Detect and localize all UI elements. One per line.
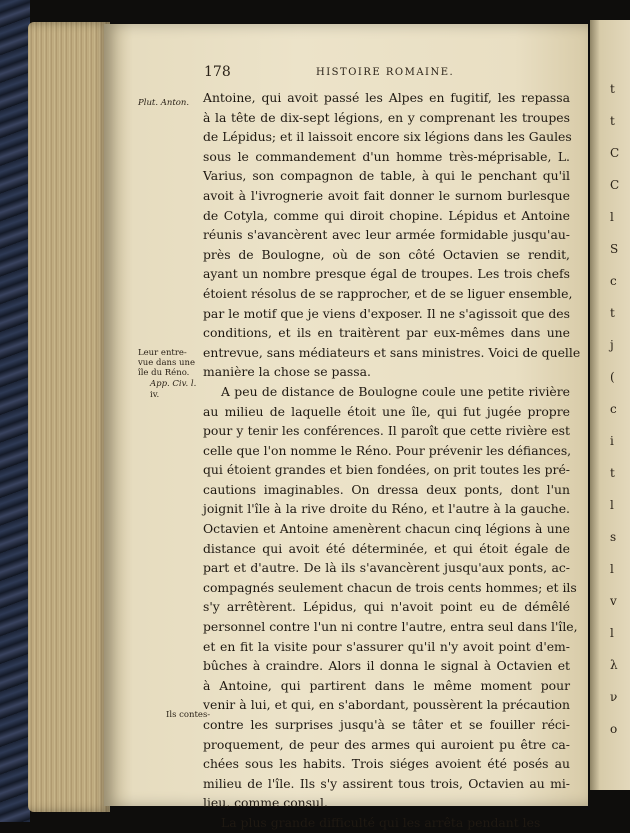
text-line: personnel contre l'un ni contre l'autre, entra seul dans l'île, bbox=[203, 619, 578, 635]
text-line: distance qui avoit été déterminée, et qui étoit égale de bbox=[203, 540, 570, 556]
text-line: celle que l'on nomme le Réno. Pour prévenir les défiances, bbox=[203, 442, 572, 458]
margin-note-citation: iv. bbox=[150, 390, 160, 400]
text-line: Varius, son compagnon de table, à qui le penchant qu'il bbox=[203, 168, 570, 184]
text-line: joignit l'île à la rive droite du Réno, et l'autre à la gauche. bbox=[203, 501, 570, 517]
facing-page-letter: c bbox=[610, 402, 617, 416]
text-line: venir à lui, et qui, en s'abordant, poussèrent la précaution bbox=[203, 697, 570, 713]
text-line: Antoine, qui avoit passé les Alpes en fugitif, les repassa bbox=[203, 90, 570, 105]
facing-page-letter: t bbox=[610, 306, 615, 320]
running-title: HISTOIRE ROMAINE. bbox=[316, 67, 455, 78]
facing-page-letter: λ bbox=[610, 658, 618, 672]
text-line: bûches à craindre. Alors il donna le signal à Octavien et bbox=[203, 658, 570, 674]
facing-page-letter: j bbox=[610, 338, 614, 352]
margin-note-line: vue dans une bbox=[138, 358, 196, 368]
text-line: pour y tenir les conférences. Il paroît que cette rivière est bbox=[203, 423, 570, 439]
margin-note-line: Ils contes- bbox=[166, 710, 211, 720]
facing-page-letter: t bbox=[610, 466, 615, 480]
facing-page-letter: ο bbox=[610, 722, 618, 736]
text-line: au milieu de laquelle étoit une île, qui fut jugée propre bbox=[203, 403, 570, 419]
text-line: compagnés seulement chacun de trois cents hommes; et ils bbox=[203, 579, 577, 595]
text-line: s'y arrêtèrent. Lépidus, qui n'avoit point eu de démêlé bbox=[203, 599, 570, 615]
text-line: sous le commandement d'un homme très-méprisable, L. bbox=[203, 148, 570, 164]
page-header bbox=[204, 64, 564, 82]
page-edges bbox=[28, 22, 110, 812]
margin-note-citation: App. Civ. l. bbox=[150, 379, 197, 389]
text-line: cautions imaginables. On dressa deux ponts, dont l'un bbox=[203, 481, 570, 497]
text-line: milieu de l'île. Ils s'y assirent tous trois, Octavien au mi- bbox=[203, 775, 570, 791]
text-line: part et d'autre. De là ils s'avancèrent jusqu'aux ponts, ac- bbox=[203, 560, 570, 576]
facing-page-letter: v bbox=[610, 594, 617, 608]
text-line: et en fit la visite pour s'assurer qu'il n'y avoit point d'em- bbox=[203, 638, 570, 654]
facing-page-letter: t bbox=[610, 114, 615, 128]
facing-page-letter: l bbox=[610, 498, 614, 512]
margin-note-source: Plut. Anton. bbox=[138, 98, 190, 108]
facing-page-letter: c bbox=[610, 274, 617, 288]
text-line: qui étoient grandes et bien fondées, on prit toutes les pré- bbox=[203, 462, 570, 478]
text-line: ayant un nombre presque égal de troupes. Les trois chefs bbox=[203, 266, 570, 282]
text-line: avoit à l'ivrognerie avoit fait donner le surnom burlesque bbox=[203, 187, 570, 203]
facing-page-letter: l bbox=[610, 210, 614, 224]
body-text bbox=[203, 88, 581, 833]
text-line: étoient résolus de se rapprocher, et de se liguer ensemble, bbox=[203, 285, 573, 301]
facing-page-letter: ( bbox=[610, 370, 615, 384]
text-line: Octavien et Antoine amenèrent chacun cinq légions à une bbox=[203, 521, 570, 537]
text-line: entrevue, sans médiateurs et sans ministres. Voici de quelle bbox=[203, 344, 581, 360]
text-line: lieu, comme consul. bbox=[203, 795, 328, 811]
facing-page-letter: l bbox=[610, 626, 614, 640]
page-number: 178 bbox=[204, 64, 231, 80]
text-line: à la tête de dix-sept légions, en y comprenant les troupes bbox=[203, 109, 570, 125]
facing-page-letter: i bbox=[610, 434, 614, 448]
facing-page-letter: s bbox=[610, 530, 617, 544]
text-line: de Lépidus; et il laissoit encore six légions dans les Gaules bbox=[203, 129, 572, 145]
text-line: manière la chose se passa. bbox=[203, 364, 371, 380]
text-line: La plus grande difficulté qui les arrêta pendant les bbox=[221, 814, 541, 830]
facing-page-letter: t bbox=[610, 82, 615, 96]
text-line: conditions, et ils en traitèrent par eux-mêmes dans une bbox=[203, 325, 570, 341]
text-line: près de Boulogne, où de son côté Octavien se rendit, bbox=[203, 246, 570, 262]
text-line: réunis s'avancèrent avec leur armée formidable jusqu'au- bbox=[203, 227, 570, 243]
text-line: à Antoine, qui partirent dans le même moment pour bbox=[203, 677, 570, 693]
facing-page-letter: ν bbox=[610, 690, 618, 704]
facing-page-edge bbox=[590, 20, 630, 790]
facing-page-letter: l bbox=[610, 562, 614, 576]
text-line: chées sous les habits. Trois siéges avoient été posés au bbox=[203, 756, 570, 772]
margin-note-line: île du Réno. bbox=[138, 368, 190, 378]
text-line: de Cotyla, comme qui diroit chopine. Lépidus et Antoine bbox=[203, 207, 570, 223]
facing-page-letter: C bbox=[610, 146, 620, 160]
text-line: par le motif que je viens d'exposer. Il ne s'agissoit que des bbox=[203, 305, 570, 321]
facing-page-letter: C bbox=[610, 178, 620, 192]
text-line: contre les surprises jusqu'à se tâter et se fouiller réci- bbox=[203, 717, 570, 732]
margin-note-line: Leur entre- bbox=[138, 348, 187, 358]
text-line: A peu de distance de Boulogne coule une petite rivière bbox=[221, 383, 570, 399]
facing-page-letter: S bbox=[610, 242, 619, 256]
book-binding bbox=[0, 0, 30, 822]
text-line: proquement, de peur des armes qui auroient pu être ca- bbox=[203, 736, 570, 752]
